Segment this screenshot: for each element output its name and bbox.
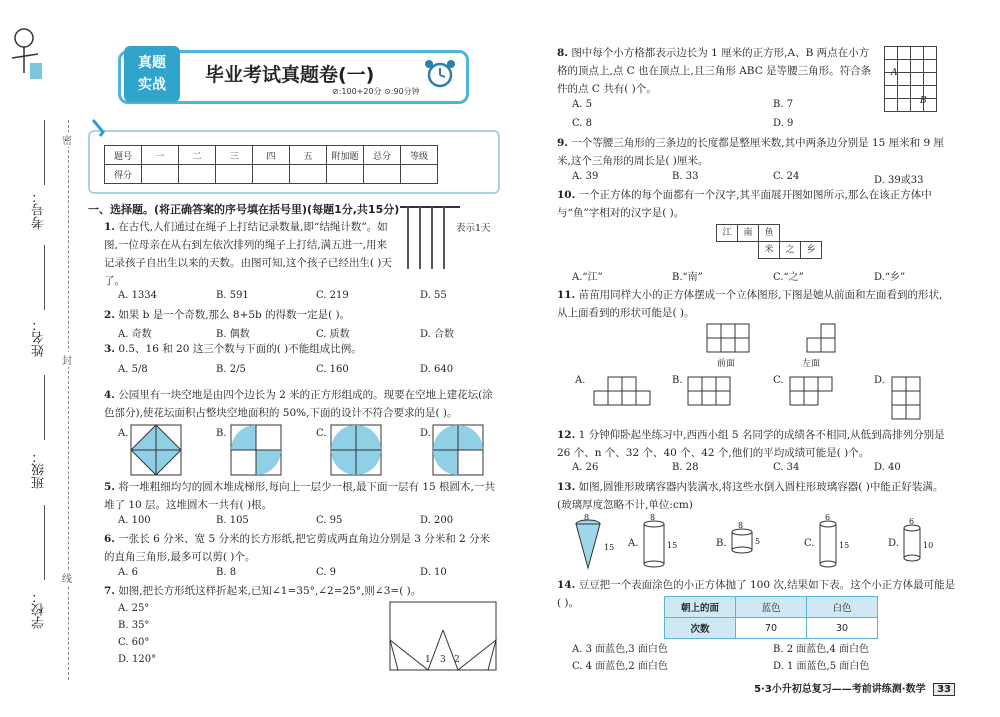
option-c[interactable]: C. 60° [118,637,150,648]
question-number: 14. [557,579,576,591]
dim-label: 6 [825,513,831,522]
option-c[interactable]: C. 8 [572,118,593,129]
question-6 [104,530,499,566]
exam-number-line [44,120,45,185]
question-number: 5. [104,481,115,493]
score-cell: 四 [253,146,290,165]
option-b[interactable]: B. 591 [216,290,249,301]
question-text: 图中每个小方格都表示边长为 1 厘米的正方形,A、B 两点在小方格的顶点上,点 C 也在顶点上,且三角形 ABC 是等腰三角形。符合条件的点 C 共有( )个。 [557,47,872,95]
question-number: 6. [104,533,115,545]
option-d[interactable]: D. 1 面蓝色,5 面白色 [773,661,870,672]
option-a[interactable]: A. 3 面蓝色,3 面白色 [572,644,668,655]
option-b[interactable]: B. 105 [216,515,249,526]
option-d[interactable]: D. 40 [874,462,901,473]
front-view-figure [705,322,765,356]
question-text: 1 分钟仰卧起坐练习中,西西小组 5 名同学的成绩各不相同,从低到高排列分别是 26 个、n 个、32 个、40 个、42 个,他们的平均成绩可能是( )个。 [557,429,945,459]
option-b[interactable]: B. 2 面蓝色,4 面白色 [773,644,869,655]
question-text: 将一堆粗细均匀的圆木堆成梯形,每向上一层少一根,最下面一层有 15 根圆木,一共堆了 10 层。这堆圆木一共有( )根。 [104,481,495,511]
flowerbed-design-d [432,424,484,476]
option-b[interactable]: B.“南” [672,272,703,283]
score-blank[interactable] [216,165,253,184]
score-blank[interactable] [142,165,179,184]
table-cell: 次数 [665,618,736,639]
question-text: 如图,把长方形纸这样折起来,已知∠1=35°,∠2=25°,则∠3=( )。 [118,585,422,597]
option-d[interactable]: D. 合数 [420,329,455,340]
option-d[interactable]: D. 55 [420,290,447,301]
table-header-cell: 蓝色 [736,597,807,618]
cylinder-option-c [816,513,852,572]
option-a[interactable]: A. 6 [118,567,138,578]
dim-label: 8 [584,513,590,522]
question-2 [104,306,499,324]
folded-paper-figure [388,600,498,675]
dot-grid-figure [884,46,937,112]
question-number: 13. [557,481,576,493]
option-d[interactable]: D. [420,428,431,439]
table-header-row [665,597,878,618]
question-number: 9. [557,137,568,149]
cylinder-option-a [640,513,678,572]
table-header-cell: 白色 [807,597,878,618]
binding-dashed-line [68,120,69,680]
question-8 [557,44,877,98]
cube-net-face: 乡 [800,241,822,259]
badge-line1: 真题 [138,55,166,71]
question-text: 公园里有一块空地是由四个边长为 2 米的正方形组成的。现要在空地上建花坛(涂色部分),使花坛面积占整块空地面积的 50%,下面的设计不符合要求的是( )。 [104,389,493,419]
score-table-header-row [105,146,438,165]
score-blank[interactable] [364,165,401,184]
option-a[interactable]: A. 39 [572,171,599,182]
question-text: 在古代,人们通过在绳子上打结记录数量,即“结绳计数”。如图,一位母亲在从右到左依次排列的绳子上打结,满五进一,用来记录孩子自出生以来的天数。由图可知,这个孩子已经出生( )天了。 [104,221,392,287]
exam-number-label: 考号： [32,190,47,229]
dim-label: 10 [923,541,934,550]
badge-line2: 实战 [138,77,166,93]
question-13 [557,478,952,514]
cube-net-face: 之 [779,241,801,259]
option-d[interactable]: D.“乡” [874,272,906,283]
question-number: 11. [557,289,576,301]
question-number: 8. [557,47,568,59]
score-row-label: 得分 [105,165,142,184]
class-line [44,375,45,440]
question-4 [104,386,499,422]
cube-net-face: 江 [716,224,738,242]
question-number: 3. [104,343,115,355]
option-b[interactable]: B. [672,375,683,386]
left-view-label: 左面 [802,359,821,369]
question-text: 0.5、16 和 20 这三个数与下面的( )不能组成比例。 [118,343,362,355]
dim-label: 6 [909,517,915,526]
name-line [44,245,45,310]
point-a-label: A [891,68,898,78]
option-b[interactable]: B. 35° [118,620,150,631]
question-number: 1. [104,221,115,233]
option-a[interactable]: A. [628,538,639,549]
question-3 [104,340,499,358]
option-d[interactable]: D. 120° [118,654,157,665]
dim-label: 5 [755,537,761,546]
option-a[interactable]: A. 25° [118,603,150,614]
cylinder-option-b [728,521,764,560]
dim-label: 8 [738,521,744,530]
page-title: 毕业考试真题卷(一) [205,64,375,86]
cylinder-option-d [900,517,936,568]
section-badge [124,46,180,102]
front-view-label: 前面 [717,359,736,369]
question-11 [557,286,952,322]
left-view-figure [805,322,845,356]
page-number: 33 [933,683,955,696]
option-b[interactable]: B. 8 [216,567,237,578]
question-number: 2. [104,309,115,321]
question-10 [557,186,952,222]
option-d[interactable]: D. 10 [420,567,447,578]
option-d[interactable]: D. [874,375,885,386]
score-cell: 题号 [105,146,142,165]
section-heading: 一、选择题。(将正确答案的序号填在括号里)(每题1分,共15分) [88,203,400,216]
seal-mark-xian: 线 [62,570,72,585]
alarm-clock-icon [415,58,465,88]
question-number: 4. [104,389,115,401]
question-9 [557,134,952,170]
table-cell: 30 [807,618,878,639]
score-cell: 三 [216,146,253,165]
option-a[interactable]: A. [118,428,129,439]
name-label: 姓名： [32,318,47,357]
question-text: 一个正方体的每个面都有一个汉字,其平面展开图如图所示,那么在该正方体中与“鱼”字相对的汉字是( )。 [557,189,932,219]
option-b[interactable]: B. 33 [672,171,699,182]
option-d[interactable]: D. 9 [773,118,794,129]
question-text: 如果 b 是一个奇数,那么 8+5b 的得数一定是( )。 [118,309,351,321]
question-1 [104,218,394,290]
option-c[interactable]: C. 34 [773,462,800,473]
table-header-cell: 朝上的面 [665,597,736,618]
pin-icon [90,118,108,142]
table-cell: 70 [736,618,807,639]
seal-mark-feng: 封 [62,352,72,367]
option-a[interactable]: A. 奇数 [118,329,152,340]
score-blank[interactable] [253,165,290,184]
score-cell: 二 [179,146,216,165]
question-number: 7. [104,585,115,597]
option-c[interactable]: C. 160 [316,364,349,375]
mascot-illustration [6,18,46,88]
option-b[interactable]: B. [216,428,227,439]
angle-label: 1 [425,655,431,665]
score-blank[interactable] [179,165,216,184]
option-a[interactable]: A. [575,375,586,386]
option-b[interactable]: B. 28 [672,462,699,473]
score-cell: 一 [142,146,179,165]
top-view-option-a [592,375,654,407]
page-footer [754,680,955,696]
option-c[interactable]: C.“之” [773,272,804,283]
flowerbed-design-a [130,424,182,476]
option-c[interactable]: C. 9 [316,567,337,578]
option-c[interactable]: C. 95 [316,515,343,526]
question-text: 如图,圆锥形玻璃容器内装满水,将这些水倒入圆柱形玻璃容器( )中能正好装满。(玻璃厚度忽略不计,单位:cm) [557,481,944,511]
option-c[interactable]: C. 4 面蓝色,2 面白色 [572,661,668,672]
question-text: 一张长 6 分米、宽 5 分米的长方形纸,把它剪成两直角边分别是 3 分米和 2 分米的直角三角形,最多可以剪( )个。 [104,533,491,563]
option-c[interactable]: C. 24 [773,171,800,182]
option-d[interactable]: D. 200 [420,515,454,526]
option-b[interactable]: B. [716,538,727,549]
option-c[interactable]: C. 219 [316,290,349,301]
score-time-info: ⊘:100+20分 ⊙:90分钟 [332,87,420,96]
option-d[interactable]: D. 39或33 [874,175,924,186]
score-blank[interactable] [401,165,438,184]
flowerbed-design-c [330,424,382,476]
option-c[interactable]: C. [804,538,815,549]
score-blank[interactable] [290,165,327,184]
question-12 [557,426,952,462]
table-row [665,618,878,639]
score-cell: 附加题 [327,146,364,165]
question-text: 一个等腰三角形的三条边的长度都是整厘米数,其中两条边分别是 15 厘米和 9 厘米,这个三角形的周长是( )厘米。 [557,137,945,167]
score-cell: 五 [290,146,327,165]
question-text: 苗苗用同样大小的正方体摆成一个立体图形,下图是她从前面和左面看到的形状,从上面看到的形状可能是( )。 [557,289,943,319]
option-b[interactable]: B. 偶数 [216,329,250,340]
angle-label: 2 [454,655,460,665]
option-b[interactable]: B. 7 [773,99,794,110]
option-c[interactable]: C. [316,428,327,439]
option-d[interactable]: D. 640 [420,364,454,375]
class-label: 班级： [32,450,47,489]
question-text: 豆豆把一个表面涂色的小正方体抛了 100 次,结果如下表。这个小正方体最可能是( )。 [557,579,956,609]
point-b-label: B [920,96,927,106]
question-5 [104,478,499,514]
score-table [104,145,438,184]
cube-net-face: 南 [737,224,759,242]
dim-label: 15 [604,543,615,552]
dim-label: 15 [667,541,678,550]
footer-text: 5·3小升初总复习——考前讲练测·数学 [754,684,926,695]
school-label: 学校： [32,590,47,629]
seal-mark-mi: 密 [62,132,72,147]
dim-label: 8 [650,513,656,522]
score-blank[interactable] [327,165,364,184]
angle-label: 3 [440,655,446,665]
score-cell: 等级 [401,146,438,165]
rope-annotation: 表示1天 [456,223,491,234]
option-a[interactable]: A. 5 [572,99,592,110]
knot-rope-figure [398,203,468,273]
school-line [44,505,45,580]
option-c[interactable]: C. 质数 [316,329,350,340]
dim-label: 15 [839,541,850,550]
cube-toss-table [664,596,878,639]
score-table-score-row [105,165,438,184]
question-number: 10. [557,189,576,201]
question-number: 12. [557,429,576,441]
option-a[interactable]: A. 1334 [118,290,158,301]
top-view-option-d [890,375,926,421]
option-d[interactable]: D. [888,538,899,549]
option-c[interactable]: C. [773,375,784,386]
top-view-option-b [686,375,736,407]
flowerbed-design-b [230,424,282,476]
score-cell: 总分 [364,146,401,165]
option-b[interactable]: B. 2/5 [216,364,246,375]
question-7 [104,582,499,600]
option-a[interactable]: A. 5/8 [118,364,148,375]
cube-net-face: 鱼 [758,224,780,242]
option-a[interactable]: A. 26 [572,462,599,473]
option-a[interactable]: A.“江” [572,272,603,283]
cube-net-face: 米 [758,241,780,259]
cone-container-figure [572,513,616,572]
option-a[interactable]: A. 100 [118,515,151,526]
top-view-option-c [788,375,838,407]
